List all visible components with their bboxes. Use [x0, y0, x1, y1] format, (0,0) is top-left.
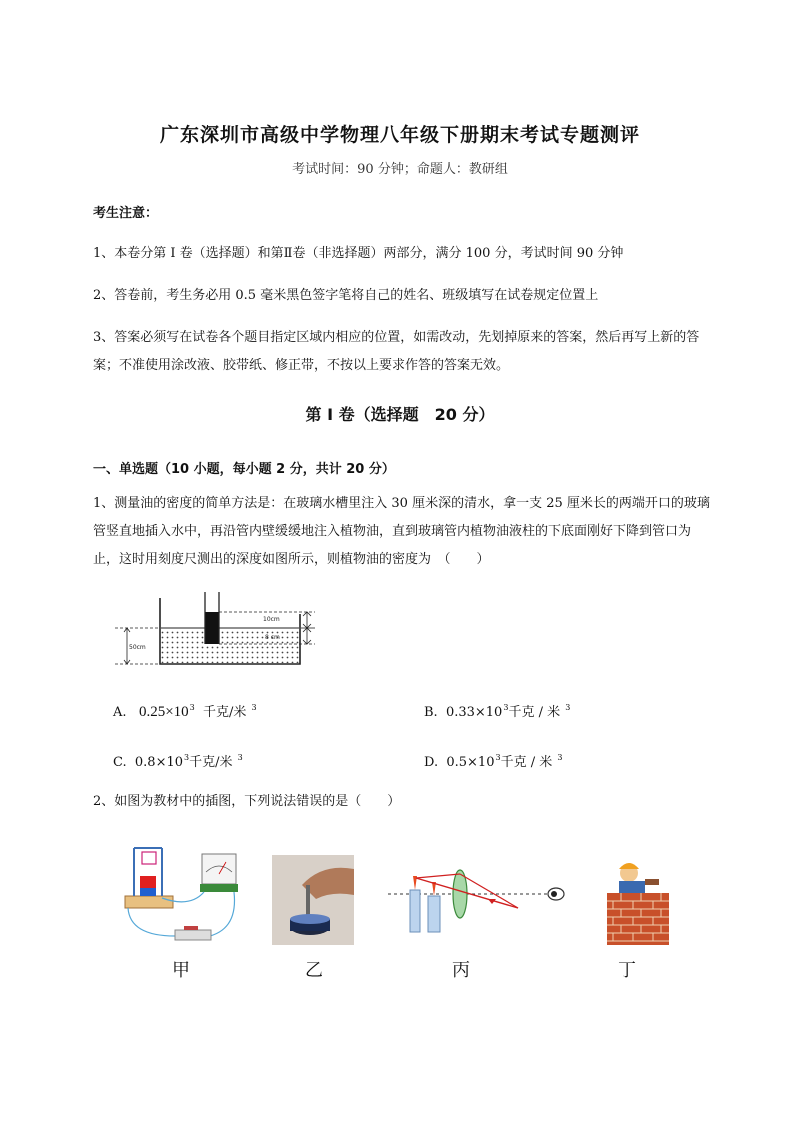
page-title: 广东深圳市高级中学物理八年级下册期末考试专题测评 — [159, 124, 640, 146]
notice-heading: 考生注意： — [93, 206, 159, 221]
notice-item: 1、本卷分第 I 卷（选择题）和第Ⅱ卷（非选择题）两部分，满分 100 分，考试时间 90 分钟 — [93, 246, 624, 261]
option-d-unit: 千克 / 米 — [500, 755, 553, 770]
option-c-unit: 千克/米 — [189, 755, 233, 770]
option-a-unit: 千克/米 — [203, 705, 247, 720]
option-a-exponent: 3 — [189, 703, 195, 712]
glass-tube-oil — [205, 612, 219, 644]
section-title: 第 I 卷（选择题 20 分） — [305, 405, 495, 424]
label-50cm: 50cm — [129, 644, 146, 651]
option-c-letter: C. — [113, 755, 127, 770]
option-c-value: 0.8×10 — [134, 755, 183, 770]
option-c-unit-exponent: 3 — [237, 753, 243, 762]
option-b[interactable] — [424, 701, 570, 720]
option-b-unit-exponent: 3 — [565, 703, 571, 712]
figure-jia-circuit — [120, 838, 245, 948]
option-a-value: 0.25×10 — [138, 704, 189, 720]
option-a-letter: A. — [113, 705, 127, 720]
figure-yi-hand — [272, 855, 354, 945]
option-d-value: 0.5×10 — [446, 755, 495, 770]
caption-yi: 乙 — [305, 960, 323, 981]
part-heading: 一、单选题（10 小题，每小题 2 分，共计 20 分） — [93, 462, 395, 477]
label-8cm: 8 cm — [265, 634, 280, 641]
figure-ding-worker — [605, 855, 673, 945]
option-c[interactable] — [113, 751, 243, 770]
question-1-text: 1、测量油的密度的简单方法是：在玻璃水槽里注入 30 厘米深的清水，拿一支 25 厘米长的两端开口的玻璃管竖直地插入水中，再沿管内壁缓缓地注入植物油，直到玻璃管内植物油液柱的下底面刚好下降到管口为止，这时用刻度尺测出的深度如图所示，则植物油的密度为 （ ） — [93, 496, 710, 567]
option-a-unit-exponent: 3 — [251, 703, 257, 712]
option-b-unit: 千克 / 米 — [508, 705, 561, 720]
notice-item: 2、答卷前，考生务必用 0.5 毫米黑色签字笔将自己的姓名、班级填写在试卷规定位置上 — [93, 288, 599, 303]
caption-bing: 丙 — [452, 960, 470, 981]
option-a[interactable] — [113, 701, 257, 721]
figure-bing-lens — [388, 858, 574, 938]
option-d-letter: D. — [424, 755, 439, 770]
option-b-exponent: 3 — [503, 703, 509, 712]
option-d-unit-exponent: 3 — [557, 753, 563, 762]
caption-ding: 丁 — [618, 960, 636, 981]
option-d-exponent: 3 — [495, 753, 501, 762]
caption-jia: 甲 — [172, 960, 190, 981]
option-b-value: 0.33×10 — [445, 705, 503, 720]
oil-density-figure — [115, 590, 330, 670]
option-d[interactable] — [424, 751, 562, 770]
label-10cm: 10cm — [263, 616, 280, 623]
option-b-letter: B. — [424, 705, 438, 720]
question-2-text: 2、如图为教材中的插图，下列说法错误的是（ ） — [93, 794, 401, 809]
notice-item: 3、答案必须写在试卷各个题目指定区域内相应的位置，如需改动，先划掉原来的答案，然后再写上新的答案；不准使用涂改液、胶带纸、修正带，不按以上要求作答的答案无效。 — [93, 330, 700, 373]
exam-info: 考试时间：90 分钟；命题人：教研组 — [292, 162, 508, 177]
option-c-exponent: 3 — [184, 753, 190, 762]
